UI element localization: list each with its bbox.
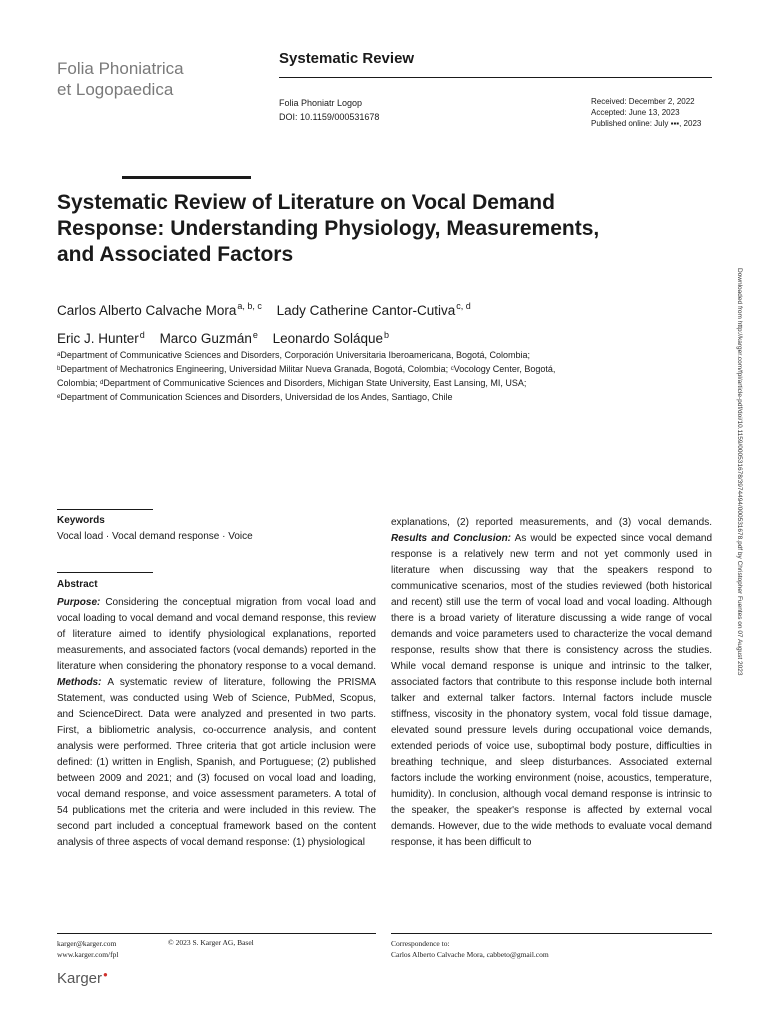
article-type: Systematic Review [279, 50, 415, 67]
purpose-text: Considering the conceptual migration from vocal load and vocal loading to vocal demand and vocal demand response, this review of literature aimed to identify physiological explanations, reported measurements, and associated factors (vocal demands) reported in the literature when considering the phonatory response to a vocal demand. [57, 597, 376, 672]
author [273, 331, 389, 346]
journal-brand [57, 58, 184, 100]
copyright: © 2023 S. Karger AG, Basel [168, 938, 254, 947]
results-text: As would be expected since vocal demand response is a relatively new term and not yet commonly used in literature when discussing way that the speakers respond to communicative scenarios, most of the studies reviewed (both historical and recent) still use the term of vocal load and vocal loading. Although there is a broad variety of literature discussing a wide range of vocal demands and voice parameters used to characterize the vocal demand response, results show that there is consistency across the studies. While vocal demand response is unique and intrinsic to the talker, associated factors that contribute to this response include both internal talker and external talker factors. Internal factors include muscle stiffness, viscosity in the phonatory system, vocal fold tissue damage, elevated sound pressure levels during occupational voice demands, extended periods of voice use, suboptimal body posture, difficulties in breathing technique, and sleep disturbances. Associated external factors include the working environment (noise, acoustics, temperature, humidity). In conclusion, although vocal demand response is intrinsic to the speaker, the speaker's response is affected by external vocal demands. However, due to the wide methods to evaluate vocal demand response, it has been difficult to [391, 533, 713, 848]
received-date: Received: December 2, 2022 [591, 97, 695, 106]
methods-text: A systematic review of literature, following the PRISMA Statement, was conducted using Web of Science, PubMed, Scopus, and ScienceDirect. Data were analyzed and presented in two parts. First, a bibliometric analysis, co-occurrence analysis, and content analysis were performed. Three criteria that got article inclusion were defined: (1) written in English, Spanish, and Portuguese; (2) published between 2009 and 2021; and (3) focused on vocal load and loading, vocal demand response, and voice assessment parameters. A total of 54 publications met the criteria and were included in this review. The second part included a conceptual framework based on the content analysis of three aspects of vocal demand response: (1) physiological [57, 677, 376, 848]
publisher-email[interactable]: karger@karger.com [57, 939, 117, 948]
author-list [57, 294, 577, 351]
author-name: Lady Catherine Cantor-Cutiva [276, 302, 456, 318]
abstract-rule [57, 572, 153, 573]
author-name: Carlos Alberto Calvache Mora [57, 302, 237, 318]
abstract-heading: Abstract [57, 579, 98, 590]
purpose-label: Purpose: [57, 597, 101, 608]
author-affiliation-mark: e [252, 329, 258, 340]
correspondence-text: Carlos Alberto Calvache Mora, cabbeto@gmail.com [391, 950, 549, 959]
methods-label: Methods: [57, 677, 102, 688]
author-name: Eric J. Hunter [57, 331, 139, 346]
download-note [728, 268, 758, 788]
publisher-contact [57, 938, 118, 960]
author [277, 303, 471, 318]
author [57, 303, 262, 318]
footer-rule-right [391, 933, 712, 934]
correspondence [391, 938, 549, 960]
journal-name-line-2: et Logopaedica [57, 80, 174, 99]
download-note-text: Downloaded from http://karger.com/fpl/article-pdf/doi/10.1159/000531678/3974494/000531678.pdf by Christopher Fuentes on 07 August 2023 [736, 268, 743, 676]
affiliations: ᵃDepartment of Communicative Sciences and Disorders, Corporación Universitaria Iberoamericana, Bogotá, Colombia; ᵇDepartment of Mechatronics Engineering, Universidad Militar Nueva Granada, Bogotá, Colombia; ᶜVocology Center, Bogotá, Colombia; ᵈDepartment of Communicative Sciences and Disorders, Michigan State University, East Lansing, MI, USA; ᵉDepartment of Communication Sciences and Disorders, Universidad de los Andes, Santiago, Chile [57, 350, 556, 402]
author [160, 331, 258, 346]
article-title: Systematic Review of Literature on Vocal Demand Response: Understanding Physiology, Measurements, and Associated Factors [57, 191, 600, 266]
publisher-logo-text: Karger [57, 970, 103, 987]
footer-rule-left [57, 933, 376, 934]
registered-mark-icon: ● [103, 970, 108, 979]
results-label: Results and Conclusion: [391, 533, 512, 544]
journal-name-line-1: Folia Phoniatrica [57, 59, 184, 78]
abstract-column-left [57, 595, 376, 851]
title-bar [122, 176, 251, 179]
abstract-continuation: explanations, (2) reported measurements, and (3) vocal demands. [391, 517, 712, 528]
keywords-heading: Keywords [57, 515, 105, 526]
keywords-list: Vocal load · Vocal demand response · Voice [57, 531, 253, 542]
article-dates [591, 96, 701, 129]
author-affiliation-mark: a, b, c [237, 301, 262, 311]
header-rule [279, 77, 712, 78]
accepted-date: Accepted: June 13, 2023 [591, 108, 680, 117]
author [57, 331, 145, 346]
author-affiliation-mark: d [139, 329, 145, 340]
journal-abbrev: Folia Phoniatr Logop [279, 98, 363, 108]
author-name: Marco Guzmán [159, 331, 252, 346]
published-date: Published online: July ▪▪▪, 2023 [591, 119, 702, 128]
keywords-rule [57, 509, 153, 510]
publisher-website[interactable]: www.karger.com/fpl [57, 950, 119, 959]
publisher-logo [57, 970, 108, 987]
author-affiliation-mark: c, d [456, 301, 471, 311]
publication-meta [279, 96, 379, 124]
author-affiliation-mark: b [383, 329, 389, 340]
doi[interactable]: DOI: 10.1159/000531678 [279, 112, 380, 122]
author-name: Leonardo Soláque [272, 331, 383, 346]
correspondence-label: Correspondence to: [391, 939, 450, 948]
abstract-column-right [391, 515, 712, 851]
